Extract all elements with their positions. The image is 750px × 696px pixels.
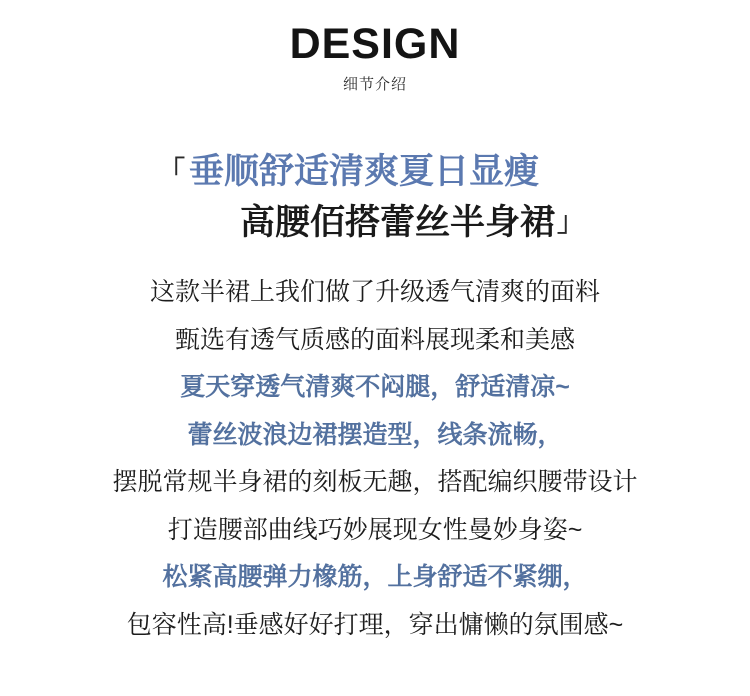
description-line: 这款半裙上我们做了升级透气清爽的面料 bbox=[149, 278, 600, 306]
headline-main-text: 高腰佰搭蕾丝半身裙 bbox=[240, 203, 556, 242]
description-line: 摆脱常规半身裙的刻板无趣，搭配编织腰带设计 bbox=[112, 468, 638, 496]
description-line: 夏天穿透气清爽不闷腿，舒适清凉~ bbox=[180, 373, 570, 401]
section-header bbox=[0, 0, 750, 94]
section-subtitle: 细节介绍 bbox=[342, 76, 407, 93]
description-line: 松紧高腰弹力橡筋，上身舒适不紧绷， bbox=[162, 563, 588, 591]
description-line: 包容性高!垂感好好打理，穿出慵懒的氛围感~ bbox=[126, 610, 624, 639]
section-title: DESIGN bbox=[289, 20, 461, 68]
product-description bbox=[0, 269, 750, 649]
headline-line-2 bbox=[0, 197, 750, 248]
headline-line-1 bbox=[0, 146, 750, 197]
description-line: 蕾丝波浪边裙摆造型，线条流畅， bbox=[187, 420, 563, 449]
headline-accent-text: 垂顺舒适清爽夏日显瘦 bbox=[189, 152, 540, 191]
description-line: 甄选有透气质感的面料展现柔和美感 bbox=[174, 325, 575, 354]
product-headline bbox=[0, 146, 750, 248]
open-corner-bracket: 「 bbox=[158, 156, 185, 186]
close-corner-bracket: 」 bbox=[557, 207, 585, 237]
description-line: 打造腰部曲线巧妙展现女性曼妙身姿~ bbox=[167, 515, 583, 544]
